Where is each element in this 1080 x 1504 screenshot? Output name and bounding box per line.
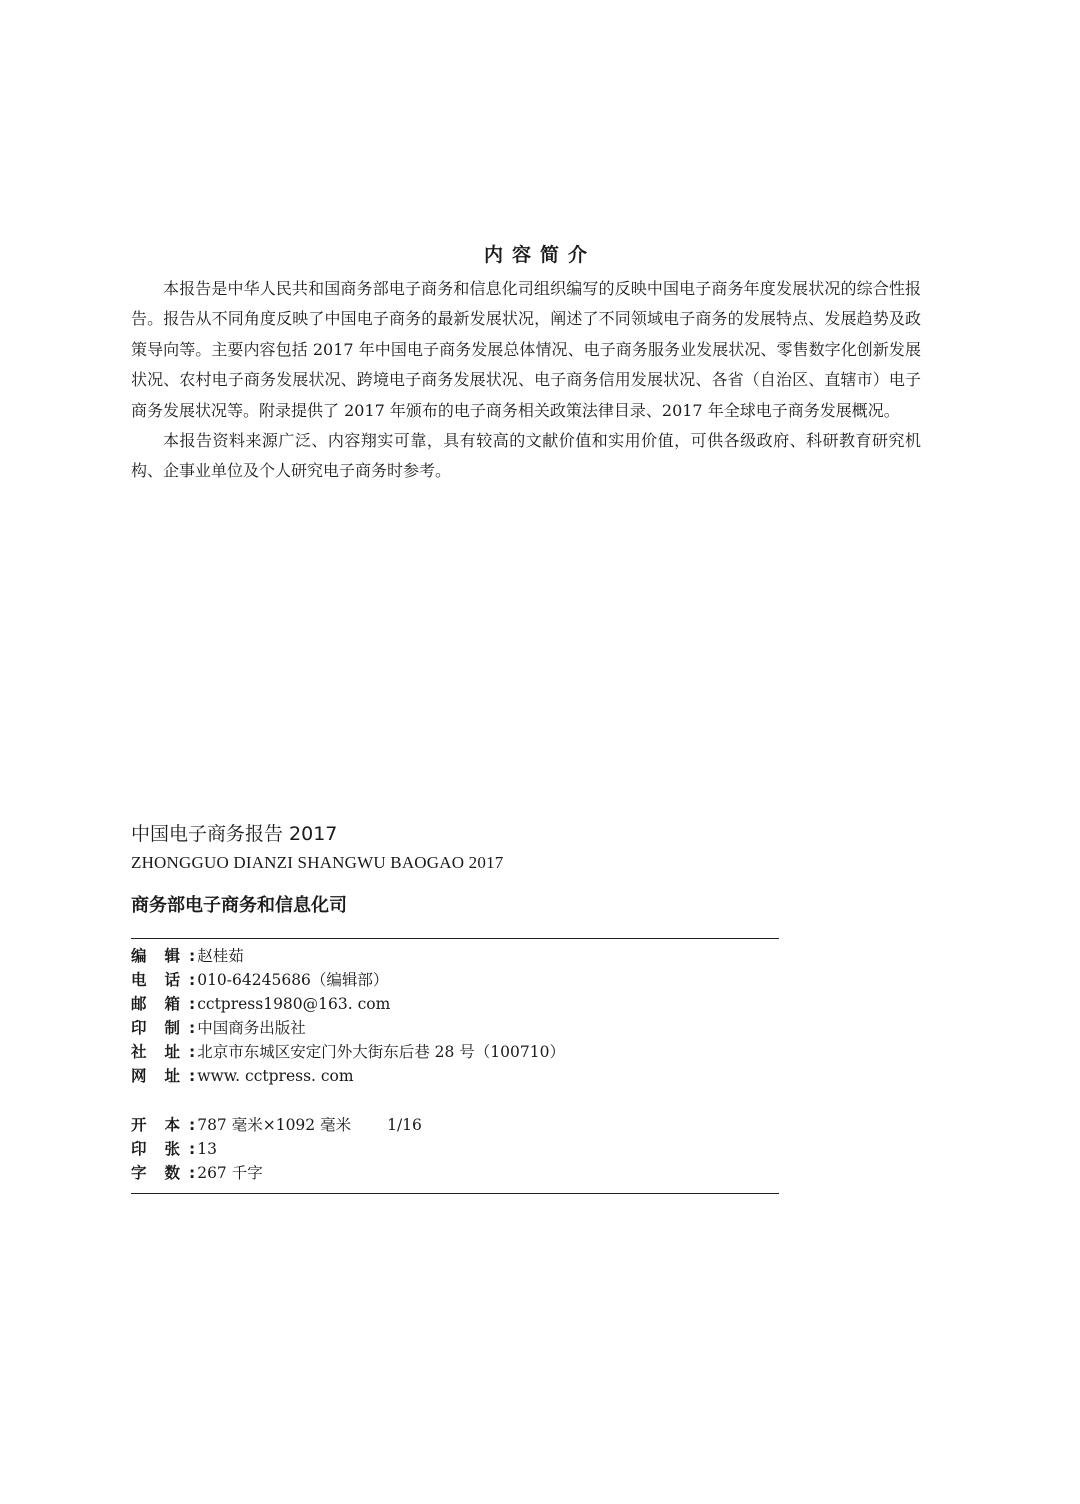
- summary-heading: 内容简介: [483, 244, 596, 266]
- info-value: 北京市东城区安定门外大街东后巷 28 号（100710）: [197, 1043, 565, 1061]
- info-extra-value: 1/16: [387, 1116, 422, 1134]
- info-row-address: 社 址 : 北京市东城区安定门外大街东后巷 28 号（100710）: [131, 1043, 565, 1061]
- info-value: 267 千字: [197, 1164, 263, 1182]
- info-label: 社 址: [131, 1043, 181, 1061]
- info-label: 邮 箱: [131, 995, 181, 1013]
- divider-top: [131, 938, 779, 939]
- info-label: 编 辑: [131, 947, 181, 965]
- book-title-chinese: 中国电子商务报告 2017: [131, 823, 338, 845]
- info-value: 赵桂茹: [197, 947, 244, 965]
- summary-body: [131, 274, 921, 487]
- info-row-sheets: 印 张 : 13: [131, 1140, 217, 1158]
- info-value: cctpress1980@163. com: [197, 995, 391, 1013]
- info-label: 字 数: [131, 1164, 181, 1182]
- info-row-phone: 电 话 : 010-64245686（编辑部）: [131, 971, 389, 989]
- info-value: 13: [197, 1140, 217, 1158]
- info-label: 开 本: [131, 1116, 181, 1134]
- info-row-editor: 编 辑 : 赵桂茹: [131, 947, 244, 965]
- divider-bottom: [131, 1193, 779, 1194]
- summary-paragraph: 本报告资料来源广泛、内容翔实可靠，具有较高的文献价值和实用价值，可供各级政府、科研教育研究机构、企事业单位及个人研究电子商务时参考。: [131, 431, 921, 481]
- info-row-format: 开 本 : 787 毫米×1092 毫米 1/16: [131, 1116, 422, 1134]
- info-label: 印 张: [131, 1140, 181, 1158]
- info-label: 网 址: [131, 1067, 181, 1085]
- info-row-printer: 印 制 : 中国商务出版社: [131, 1019, 306, 1037]
- book-title-pinyin: ZHONGGUO DIANZI SHANGWU BAOGAO 2017: [131, 853, 504, 872]
- summary-paragraph: 本报告是中华人民共和国商务部电子商务和信息化司组织编写的反映中国电子商务年度发展状况的综合性报告。报告从不同角度反映了中国电子商务的最新发展状况，阐述了不同领域电子商务的发展特点、发展趋势及政策导向等。主要内容包括 2017 年中国电子商务发展总体情况、电子商务服务业发展状况、零售数字化创新发展状况、农村电子商务发展状况、跨境电子商务发展状况、电子商务信用发展状况、各省（自治区、直辖市）电子商务发展状况等。附录提供了 2017 年颁布的电子商务相关政策法律目录、2017 年全球电子商务发展概况。: [131, 279, 921, 420]
- book-author: 商务部电子商务和信息化司: [131, 895, 347, 916]
- info-value: www. cctpress. com: [197, 1067, 354, 1085]
- info-value: 中国商务出版社: [197, 1019, 306, 1037]
- info-row-email: 邮 箱 : cctpress1980@163. com: [131, 995, 391, 1013]
- info-row-website: 网 址 : www. cctpress. com: [131, 1067, 354, 1085]
- info-label: 电 话: [131, 971, 181, 989]
- info-row-wordcount: 字 数 : 267 千字: [131, 1164, 263, 1182]
- info-value: 010-64245686（编辑部）: [197, 971, 389, 989]
- info-label: 印 制: [131, 1019, 181, 1037]
- info-value: 787 毫米×1092 毫米: [197, 1116, 352, 1134]
